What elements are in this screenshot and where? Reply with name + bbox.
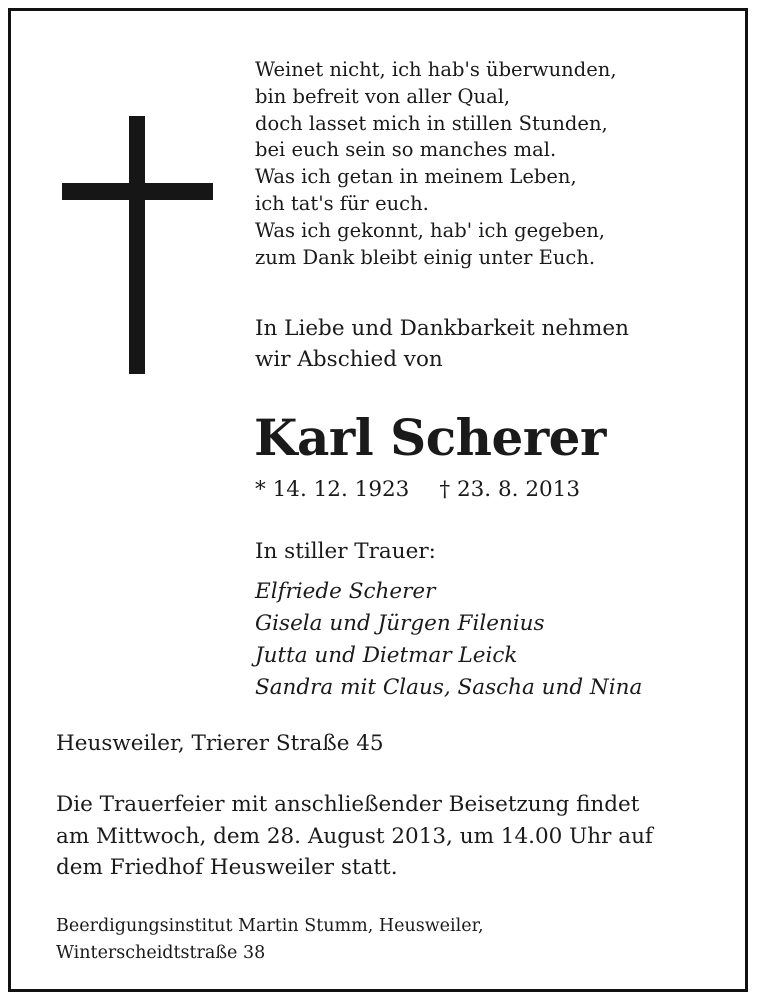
poem-line: bin befreit von aller Qual, — [255, 84, 511, 108]
poem-line: Was ich getan in meinem Leben, — [255, 165, 577, 189]
intro-line: In Liebe und Dankbarkeit nehmen — [255, 316, 629, 341]
deceased-name: Karl Scherer — [254, 408, 606, 467]
mourners-title: In stiller Trauer: — [255, 539, 436, 564]
mourner: Gisela und Jürgen Filenius — [255, 611, 545, 636]
service-line: Die Trauerfeier mit anschließender Beisetzung findet — [56, 792, 640, 817]
farewell-intro — [255, 313, 629, 375]
funeral-home-line: Winterscheidtstraße 38 — [56, 943, 266, 963]
life-dates — [255, 476, 580, 504]
cross-horizontal-bar — [62, 183, 213, 200]
service-details — [56, 789, 653, 884]
intro-line: wir Abschied von — [255, 347, 443, 372]
service-line: dem Friedhof Heusweiler statt. — [56, 855, 398, 880]
mourner: Sandra mit Claus, Sascha und Nina — [255, 675, 643, 700]
service-line: am Mittwoch, dem 28. August 2013, um 14.00 Uhr auf — [56, 823, 653, 849]
funeral-home — [56, 913, 484, 967]
poem-line: Was ich gekonnt, hab' ich gegeben, — [255, 218, 605, 242]
poem-line: zum Dank bleibt einig unter Euch. — [255, 245, 596, 269]
obituary-frame — [8, 8, 748, 992]
mourner: Elfriede Scherer — [255, 579, 436, 604]
poem — [255, 57, 617, 271]
poem-line: doch lasset mich in stillen Stunden, — [255, 111, 608, 135]
poem-line: bei euch sein so manches mal. — [255, 138, 557, 162]
cross-vertical-bar — [129, 116, 145, 374]
funeral-home-line: Beerdigungsinstitut Martin Stumm, Heusweiler, — [56, 916, 484, 936]
poem-line: Weinet nicht, ich hab's überwunden, — [255, 58, 617, 81]
birth-date: * 14. 12. 1923 — [255, 477, 410, 502]
poem-line: ich tat's für euch. — [255, 191, 429, 215]
family-address: Heusweiler, Trierer Straße 45 — [56, 731, 384, 756]
mourners-list — [255, 576, 642, 704]
death-date: † 23. 8. 2013 — [439, 477, 581, 502]
mourner: Jutta und Dietmar Leick — [255, 643, 518, 668]
